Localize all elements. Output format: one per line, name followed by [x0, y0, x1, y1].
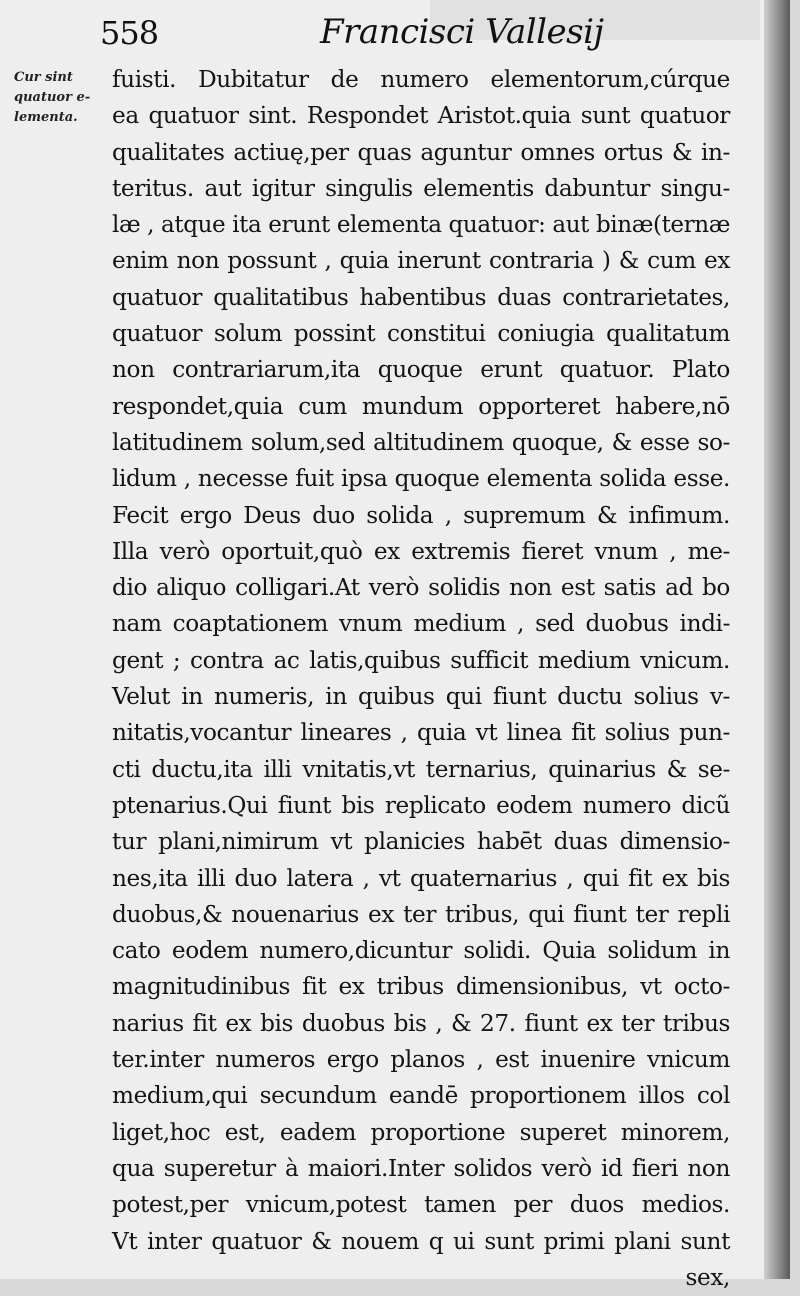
text-line: latitudinem solum,sed altitudinem quoque, & esse so-	[112, 428, 730, 456]
text-line: quatuor qualitatibus habentibus duas contrarietates,	[112, 283, 730, 311]
marginal-note	[14, 68, 110, 128]
text-line: ea quatuor sint. Respondet Aristot.quia sunt quatuor	[112, 102, 730, 130]
text-line: Velut in numeris, in quibus qui fiunt ductu solius v-	[112, 683, 730, 711]
text-line: narius fit ex bis duobus bis , & 27. fiunt ex ter tribus	[112, 1009, 730, 1037]
catchword: sex,	[685, 1263, 730, 1291]
text-line: quatuor solum possint constitui coniugia qualitatum	[112, 320, 730, 348]
text-line: magnitudinibus fit ex tribus dimensionibus, vt octo-	[112, 973, 730, 1001]
text-line: medium,qui secundum eandē proportionem illos col	[112, 1082, 730, 1110]
text-line: nitatis,vocantur lineares , quia vt linea fit solius pun-	[112, 719, 730, 747]
text-line: teritus. aut igitur singulis elementis dabuntur singu-	[112, 174, 730, 202]
text-line: enim non possunt , quia inerunt contraria ) & cum ex	[112, 247, 730, 275]
text-line: ptenarius.Qui fiunt bis replicato eodem numero dicũ	[112, 791, 730, 819]
body-text	[112, 62, 730, 1296]
text-line: lidum , necesse fuit ipsa quoque elementa solida esse.	[112, 465, 730, 493]
text-line: liget,hoc est, eadem proportione superet minorem,	[112, 1118, 730, 1146]
text-line: respondet,quia cum mundum opporteret habere,nō	[112, 392, 730, 420]
text-line: potest,per vnicum,potest tamen per duos medios.	[112, 1191, 730, 1219]
text-line: nes,ita illi duo latera , vt quaternarius , qui fit ex bis	[112, 864, 730, 892]
page-number: 558	[100, 14, 159, 52]
text-line: qua superetur à maiori.Inter solidos verò id fieri non	[112, 1154, 730, 1182]
marginal-note-line: quatuor e-	[14, 90, 91, 105]
text-line: cti ductu,ita illi vnitatis,vt ternarius, quinarius & se-	[112, 755, 730, 783]
text-line: ter.inter numeros ergo planos , est inuenire vnicum	[112, 1046, 730, 1074]
text-line: Vt inter quatuor & nouem q ui sunt primi plani sunt	[112, 1227, 730, 1255]
text-line: qualitates actiuę,per quas aguntur omnes ortus & in-	[112, 138, 730, 166]
text-line: tur plani,nimirum vt planicies habēt duas dimensio-	[112, 828, 730, 856]
text-line: non contrariarum,ita quoque erunt quatuor. Plato	[112, 356, 730, 384]
text-line: gent ; contra ac latis,quibus sufficit medium vnicum.	[112, 646, 730, 674]
marginal-note-line: lementa.	[14, 110, 78, 125]
text-line: læ , atque ita erunt elementa quatuor: aut binæ(ternæ	[112, 212, 730, 239]
text-line: nam coaptationem vnum medium , sed duobus indi-	[112, 610, 730, 638]
running-head: Francisci Vallesij	[320, 12, 604, 52]
text-line: duobus,& nouenarius ex ter tribus, qui fiunt ter repli	[112, 900, 730, 928]
text-line: Illa verò oportuit,quò ex extremis fieret vnum , me-	[112, 537, 730, 565]
text-line: cato eodem numero,dicuntur solidi. Quia solidum in	[112, 937, 730, 965]
text-line: fuisti. Dubitatur de numero elementorum,cúrque	[112, 66, 730, 93]
marginal-note-line: Cur sint	[14, 70, 73, 85]
page-edge-shadow	[764, 0, 790, 1279]
text-line: Fecit ergo Deus duo solida , supremum & infimum.	[112, 501, 730, 529]
page-header	[0, 6, 790, 58]
text-line: dio aliquo colligari.At verò solidis non est satis ad bo	[112, 574, 730, 602]
